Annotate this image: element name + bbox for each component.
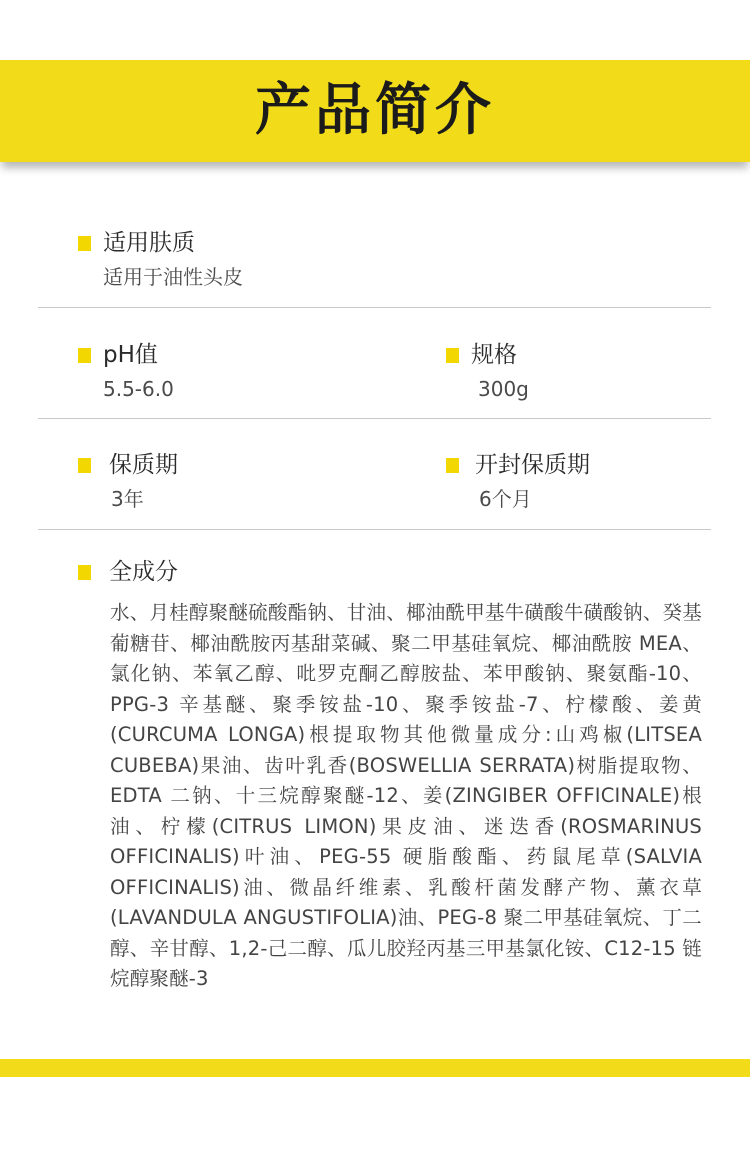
- skin-type-label: 适用肤质: [103, 230, 195, 256]
- bullet-marker-icon: [446, 458, 459, 473]
- size-value: 300g: [478, 377, 529, 401]
- shelf-life-label: 保质期: [109, 452, 178, 478]
- shelf-life-value: 3年: [111, 487, 144, 511]
- bullet-marker-icon: [78, 565, 91, 580]
- bullet-marker-icon: [78, 458, 91, 473]
- size-section: [446, 340, 529, 402]
- footer-bar: [0, 1059, 750, 1077]
- opened-shelf-life-value: 6个月: [479, 487, 532, 511]
- bullet-marker-icon: [78, 236, 91, 251]
- header-banner: [0, 60, 750, 162]
- divider: [38, 529, 711, 530]
- skin-type-value: 适用于油性头皮: [103, 265, 243, 289]
- opened-shelf-life-section: [446, 450, 590, 512]
- bullet-marker-icon: [78, 348, 91, 363]
- opened-shelf-life-label: 开封保质期: [475, 452, 590, 478]
- ingredients-section: [78, 557, 178, 587]
- ph-section: [78, 340, 174, 402]
- ingredients-label: 全成分: [109, 559, 178, 585]
- ph-label: pH值: [103, 342, 158, 368]
- ingredients-text: 水、月桂醇聚醚硫酸酯钠、甘油、椰油酰甲基牛磺酸牛磺酸钠、癸基葡糖苷、椰油酰胺丙基甜菜碱、聚二甲基硅氧烷、椰油酰胺 MEA、氯化钠、苯氧乙醇、吡罗克酮乙醇胺盐、苯甲酸钠、聚氨酯-10、PPG-3 辛基醚、聚季铵盐-10、聚季铵盐-7、柠檬酸、姜黄(CURCUMA LONGA)根提取物其他微量成分:山鸡椒(LITSEA CUBEBA)果油、齿叶乳香(BOSWELLIA SERRATA)树脂提取物、EDTA 二钠、十三烷醇聚醚-12、姜(ZINGIBER OFFICINALE)根油、柠檬(CITRUS LIMON)果皮油、迷迭香(ROSMARINUS OFFICINALIS)叶油、PEG-55 硬脂酸酯、药鼠尾草(SALVIA OFFICINALIS)油、微晶纤维素、乳酸杆菌发酵产物、薰衣草(LAVANDULA ANGUSTIFOLIA)油、PEG-8 聚二甲基硅氧烷、丁二醇、辛甘醇、1,2-己二醇、瓜儿胶羟丙基三甲基氯化铵、C12-15 链烷醇聚醚-3: [110, 601, 702, 990]
- bullet-marker-icon: [446, 348, 459, 363]
- shelf-life-section: [78, 450, 178, 512]
- ph-value: 5.5-6.0: [103, 377, 174, 401]
- size-label: 规格: [471, 342, 517, 368]
- page-title: 产品简介: [255, 78, 495, 143]
- skin-type-section: [78, 228, 243, 290]
- divider: [38, 418, 711, 419]
- divider: [38, 307, 711, 308]
